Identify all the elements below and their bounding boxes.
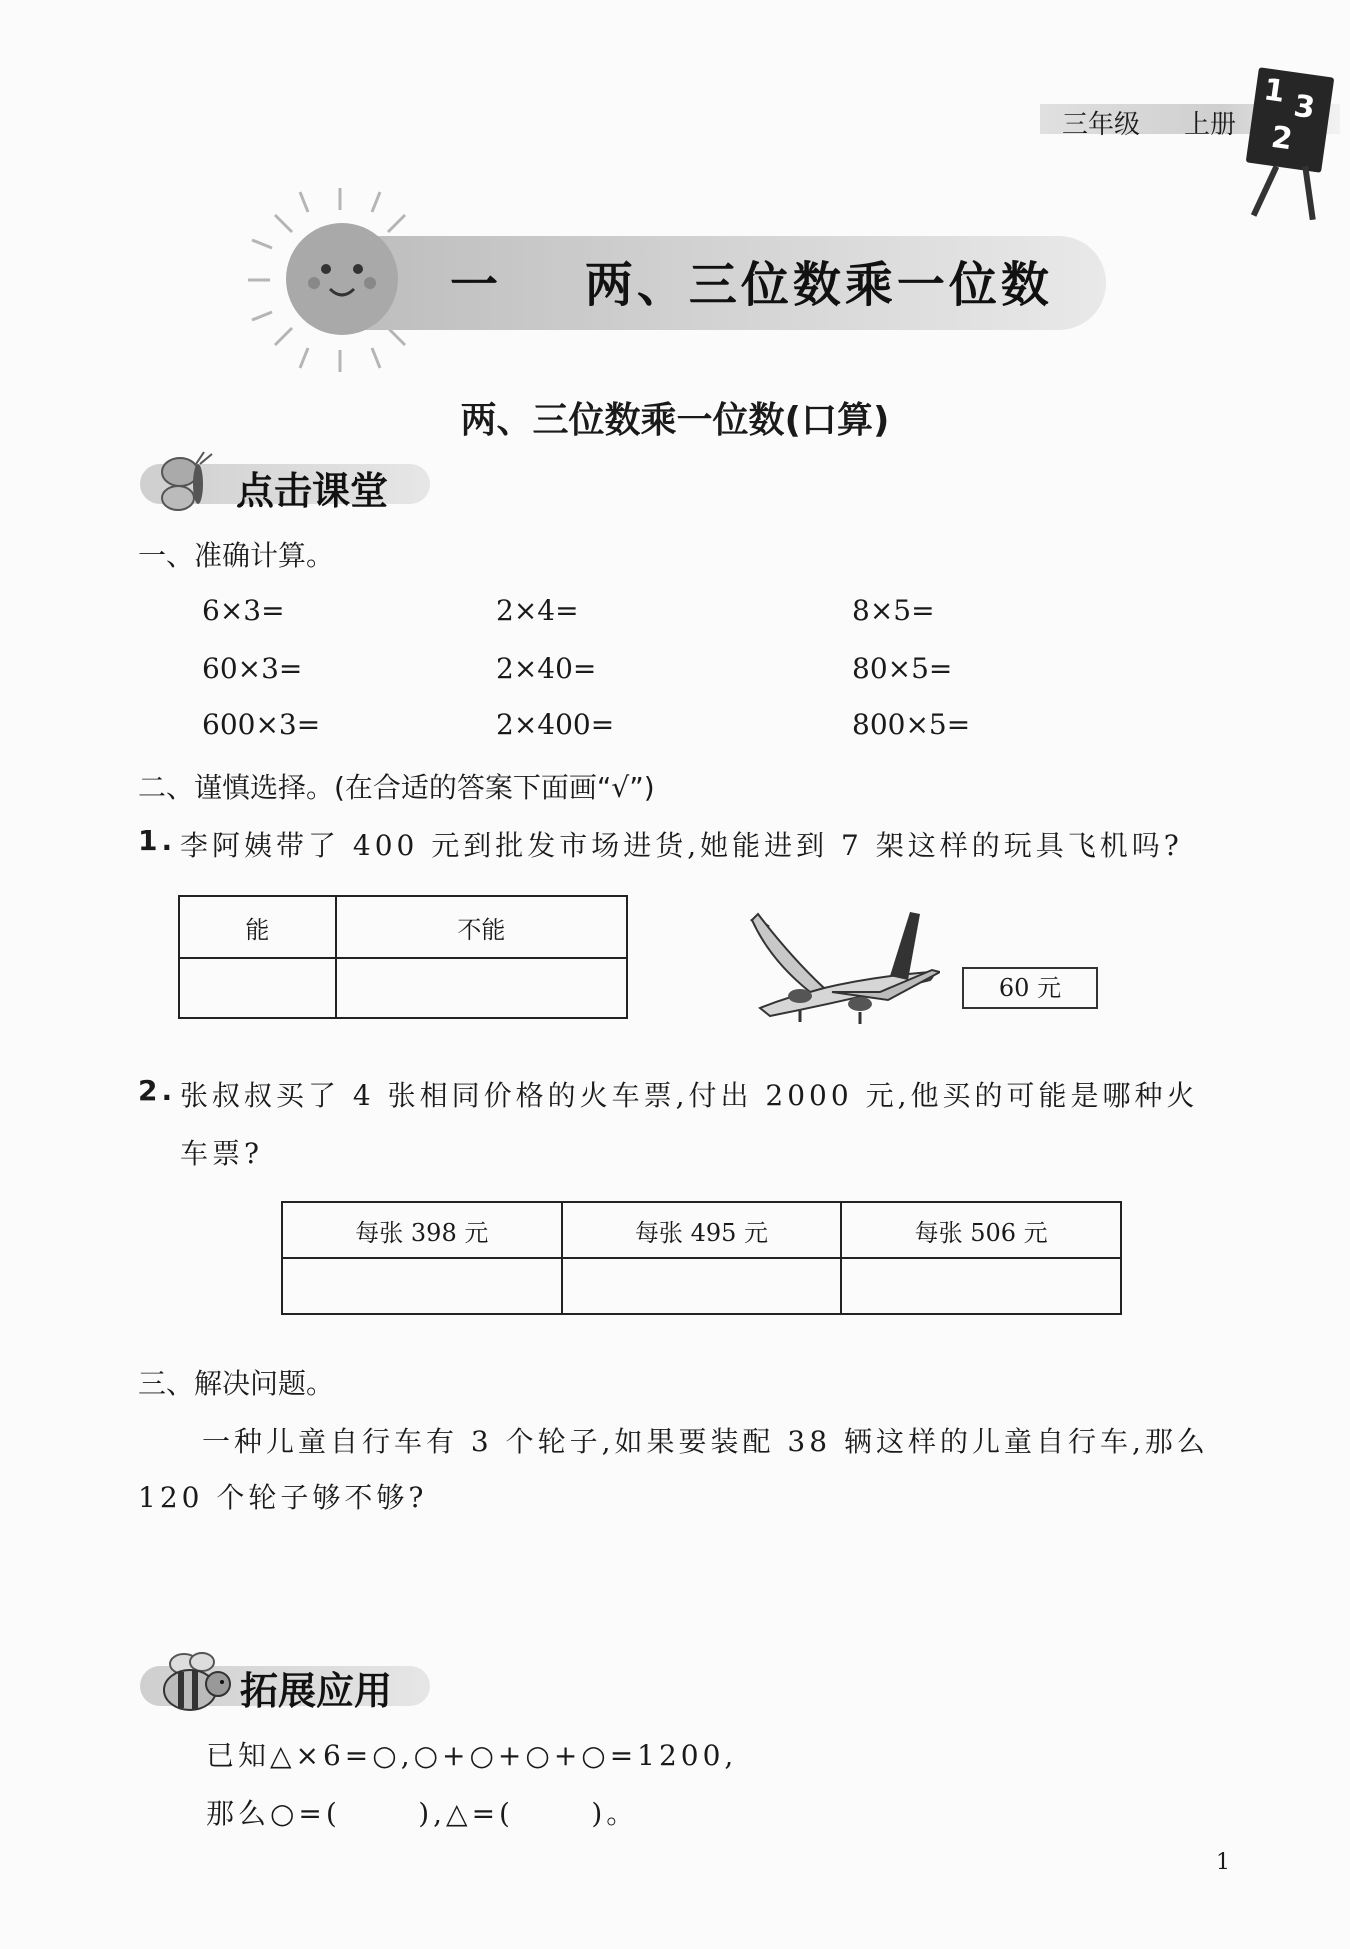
answer-cell[interactable] xyxy=(336,958,627,1018)
price-tag: 60 元 xyxy=(962,967,1098,1009)
answer-cell[interactable] xyxy=(282,1258,562,1314)
equation: 8×5= xyxy=(852,594,935,627)
unit-name: 两、三位数乘一位数 xyxy=(584,257,1053,313)
answer-cell[interactable] xyxy=(562,1258,842,1314)
q2-heading: 二、谨慎选择。(在合适的答案下面画“√”) xyxy=(138,771,655,804)
equation: 800×5= xyxy=(852,708,971,741)
answer-cell[interactable] xyxy=(841,1258,1121,1314)
answer-table-2 xyxy=(281,1201,1122,1315)
unit-title xyxy=(450,246,1053,315)
unit-number: 一 xyxy=(450,257,503,313)
airplane-icon xyxy=(740,900,940,1030)
problem-2-text-line2: 车票? xyxy=(180,1137,264,1170)
problem-number: 2. xyxy=(138,1074,177,1107)
equation: 2×4= xyxy=(496,594,579,627)
equation: 2×400= xyxy=(496,708,615,741)
equation: 600×3= xyxy=(202,708,321,741)
option-can: 能 xyxy=(179,896,336,958)
option-506: 每张 506 元 xyxy=(841,1202,1121,1258)
extension-text-line1: 已知△×6=○,○+○+○+○=1200, xyxy=(206,1739,738,1772)
section-tag-classroom: 点击课堂 xyxy=(236,469,389,513)
grade-label: 三年级 xyxy=(1062,110,1141,140)
problem-1-text: 李阿姨带了 400 元到批发市场进货,她能进到 7 架这样的玩具飞机吗? xyxy=(180,829,1183,862)
q3-text-line2: 120 个轮子够不够? xyxy=(138,1481,428,1514)
equation: 80×5= xyxy=(852,652,953,685)
butterfly-icon xyxy=(156,448,236,518)
equation: 2×40= xyxy=(496,652,597,685)
problem-2-text-line1: 张叔叔买了 4 张相同价格的火车票,付出 2000 元,他买的可能是哪种火 xyxy=(180,1079,1199,1112)
equation: 60×3= xyxy=(202,652,303,685)
book-label: 上册 xyxy=(1184,110,1237,140)
option-cannot: 不能 xyxy=(336,896,627,958)
equation: 6×3= xyxy=(202,594,285,627)
extension-text-line2: 那么○=( ),△=( )。 xyxy=(206,1797,639,1830)
board-digit-3: 3 xyxy=(1291,88,1318,127)
option-398: 每张 398 元 xyxy=(282,1202,562,1258)
q3-text-line1: 一种儿童自行车有 3 个轮子,如果要装配 38 辆这样的儿童自行车,那么 xyxy=(202,1425,1209,1458)
lesson-title: 两、三位数乘一位数(口算) xyxy=(460,400,890,441)
answer-cell[interactable] xyxy=(179,958,336,1018)
page-number: 1 xyxy=(1216,1850,1230,1875)
board-digit-2: 2 xyxy=(1269,119,1295,158)
section-tag-extension: 拓展应用 xyxy=(240,1669,393,1713)
board-digit-1: 1 xyxy=(1261,72,1288,110)
q3-heading: 三、解决问题。 xyxy=(138,1367,335,1400)
board-leg-right xyxy=(1302,166,1315,220)
chalkboard-icon xyxy=(1246,67,1335,173)
board-leg-left xyxy=(1251,165,1279,216)
sun-icon xyxy=(286,223,398,335)
bee-icon xyxy=(150,1650,236,1722)
answer-table-1 xyxy=(178,895,628,1019)
problem-number: 1. xyxy=(138,824,177,857)
q1-heading: 一、准确计算。 xyxy=(138,539,335,572)
option-495: 每张 495 元 xyxy=(562,1202,842,1258)
